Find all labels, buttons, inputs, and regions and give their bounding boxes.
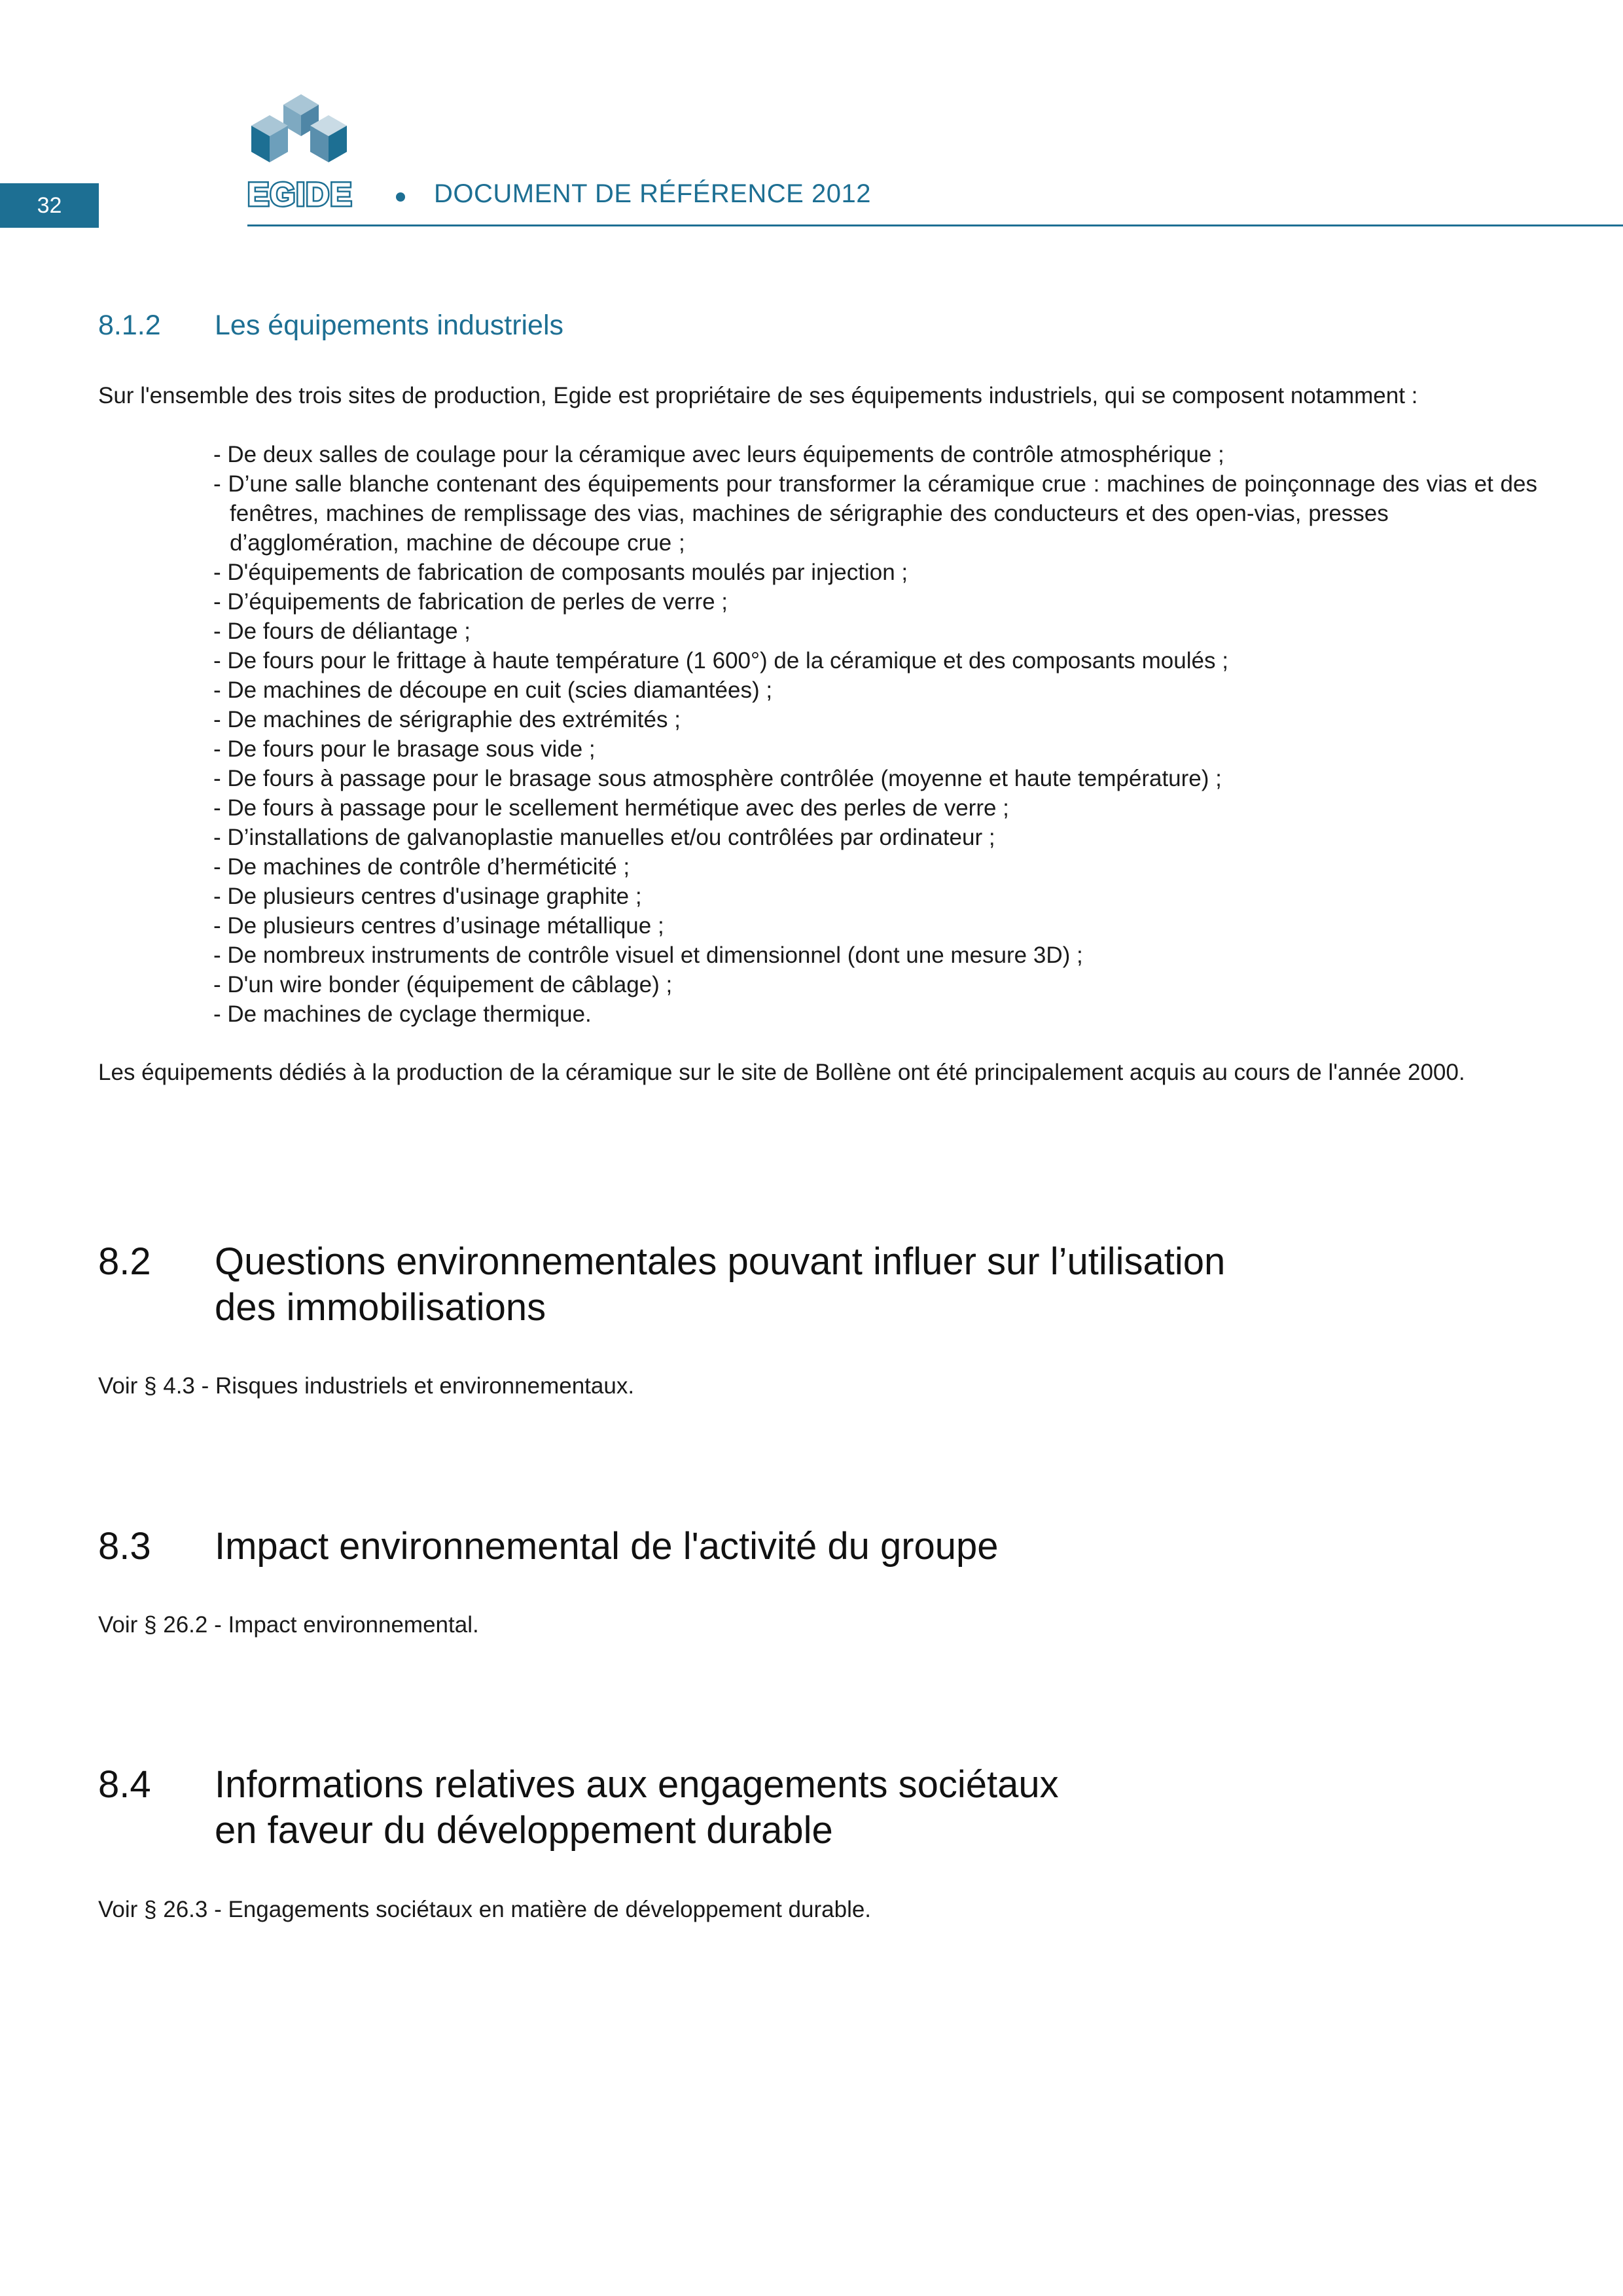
list-item: - De machines de contrôle d’herméticité ; [213, 854, 630, 880]
section-8-4-text: Voir § 26.3 - Engagements sociétaux en matière de développement durable. [98, 1897, 872, 1922]
page-number: 32 [0, 183, 99, 228]
list-item: - De nombreux instruments de contrôle visuel et dimensionnel (dont une mesure 3D) ; [213, 942, 1083, 968]
list-item: - De fours pour le brasage sous vide ; [213, 736, 596, 762]
list-item: - De machines de cyclage thermique. [213, 1001, 592, 1027]
section-8-2-text: Voir § 4.3 - Risques industriels et environnementaux. [98, 1373, 635, 1399]
section-title: Impact environnemental de l'activité du groupe [215, 1525, 999, 1568]
section-number: 8.4 [98, 1763, 151, 1806]
section-title: Les équipements industriels [215, 310, 564, 341]
section-8-1-2-heading [98, 310, 563, 342]
section-number: 8.3 [98, 1525, 151, 1568]
section-title-line1: Questions environnementales pouvant influer sur l’utilisation [215, 1240, 1226, 1283]
section-title-line1: Informations relatives aux engagements sociétaux [215, 1763, 1059, 1806]
section-title-line2: des immobilisations [215, 1286, 546, 1329]
list-item: - D'équipements de fabrication de composants moulés par injection ; [213, 560, 908, 585]
list-item: - De machines de sérigraphie des extrémités ; [213, 707, 681, 732]
list-item: - De plusieurs centres d’usinage métallique ; [213, 913, 664, 939]
section-8-4-heading [98, 1762, 1059, 1854]
section-8-2-heading [98, 1239, 1225, 1331]
section-8-3-text: Voir § 26.2 - Impact environnemental. [98, 1612, 479, 1638]
list-item: - De fours de déliantage ; [213, 619, 471, 644]
section-8-1-2-closing: Les équipements dédiés à la production de la céramique sur le site de Bollène ont été principalement acquis au cours de l'année 2000. [98, 1060, 1465, 1085]
list-item: - D’équipements de fabrication de perles de verre ; [213, 589, 728, 615]
egide-logo-text: EGIDE [247, 176, 353, 213]
section-8-3-heading [98, 1524, 999, 1570]
list-item: - De fours pour le frittage à haute température (1 600°) de la céramique et des composants moulés ; [213, 648, 1228, 673]
list-item: - D'un wire bonder (équipement de câblage) ; [213, 972, 673, 997]
list-item: - D’installations de galvanoplastie manuelles et/ou contrôlées par ordinateur ; [213, 825, 995, 850]
list-item: - De deux salles de coulage pour la céramique avec leurs équipements de contrôle atmosphérique ; [213, 442, 1224, 467]
list-item: - D’une salle blanche contenant des équipements pour transformer la céramique crue : machines de poinçonnage des vias et des fenêtres, machines de remplissage des vias, machines de sérigraphie des conducteurs et des open-vias, presses d’agglomération, machine de découpe crue ; [213, 471, 1537, 556]
equipment-list [213, 440, 1542, 1029]
section-number: 8.1.2 [98, 310, 161, 341]
header-bullet [396, 192, 405, 202]
list-item: - De machines de découpe en cuit (scies diamantées) ; [213, 677, 773, 703]
section-title-line2: en faveur du développement durable [215, 1809, 833, 1852]
document-title: DOCUMENT DE RÉFÉRENCE 2012 [434, 179, 871, 208]
list-item: - De plusieurs centres d'usinage graphite ; [213, 884, 642, 909]
section-8-1-2-intro: Sur l'ensemble des trois sites de production, Egide est propriétaire de ses équipements industriels, qui se composent notamment : [98, 383, 1418, 408]
section-number: 8.2 [98, 1240, 151, 1283]
header-divider [247, 224, 1623, 226]
list-item: - De fours à passage pour le scellement hermétique avec des perles de verre ; [213, 795, 1009, 821]
list-item: - De fours à passage pour le brasage sous atmosphère contrôlée (moyenne et haute température) ; [213, 766, 1222, 791]
